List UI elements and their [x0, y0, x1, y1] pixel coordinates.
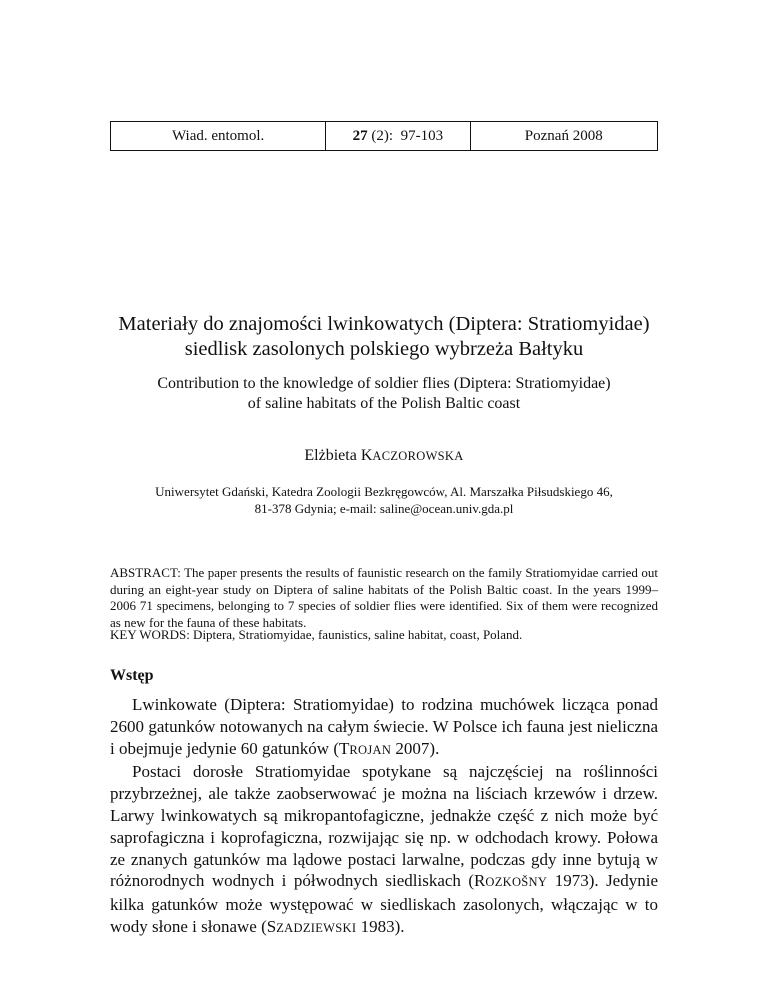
p1-text-a: Lwinkowate (Diptera: Stratiomyidae) to rodzina muchówek licząca ponad 2600 gatunków notowanych na całym świecie. W Polsce ich fauna jest nieliczna i obejmuje jedynie 60 gatunków (: [110, 695, 658, 758]
article-title: [80, 312, 688, 362]
journal-name: Wiad. entomol.: [111, 122, 326, 151]
article-subtitle: [80, 374, 688, 414]
p1-text-b: 2007).: [391, 738, 440, 758]
body-text: [110, 694, 658, 940]
p2-citation2-rest: ZADZIEWSKI: [276, 920, 357, 935]
p2-text-c: 1983).: [356, 916, 405, 936]
author: [80, 447, 688, 465]
volume-issue-pages: [326, 122, 470, 151]
title-line-2: siedlisk zasolonych polskiego wybrzeża Bałtyku: [184, 338, 584, 360]
affiliation-line-1: Uniwersytet Gdański, Katedra Zoologii Bezkręgowców, Al. Marszałka Piłsudskiego 46,: [155, 484, 613, 499]
body-paragraph-1: [110, 694, 658, 761]
abstract: ABSTRACT: The paper presents the results of faunistic research on the family Stratiomyidae carried out during an eight-year study on Diptera of saline habitats of the Polish Baltic coast. In the years 1999–2006 71 specimens, belonging to 7 species of soldier flies were identified. Six of them were recognized as new for the fauna of these habitats.: [110, 565, 658, 630]
section-heading-intro: Wstęp: [110, 667, 154, 684]
p2-citation1-rest: OZKOŠNY: [485, 875, 548, 890]
title-line-1: Materiały do znajomości lwinkowatych (Diptera: Stratiomyidae): [118, 313, 650, 335]
p2-citation2-initial: S: [266, 916, 277, 936]
subtitle-line-1: Contribution to the knowledge of soldier flies (Diptera: Stratiomyidae): [157, 375, 611, 392]
author-last-rest: ACZOROWSKA: [372, 449, 464, 463]
p2-text-b: 1973). Jedynie kilka gatunków może występować w siedliskach zasolonych, włączając w to wody słone i słonawe (: [110, 871, 658, 936]
volume-number: 27: [352, 127, 368, 144]
journal-header-table: [110, 121, 658, 151]
p1-citation-initial: T: [338, 738, 350, 758]
author-first-name: Elżbieta: [304, 447, 361, 464]
body-paragraph-2: [110, 761, 658, 939]
p2-citation1-initial: R: [474, 871, 486, 891]
issue-pages: (2): 97-103: [367, 127, 444, 144]
subtitle-line-2: of saline habitats of the Polish Baltic coast: [247, 395, 521, 412]
keywords: KEY WORDS: Diptera, Stratiomyidae, faunistics, saline habitat, coast, Poland.: [110, 627, 523, 642]
affiliation: [80, 483, 688, 517]
p2-text-a: Postaci dorosłe Stratiomyidae spotykane są najczęściej na roślinności przybrzeżnej, ale także zaobserwować je można na liściach krzewów i drzew. Larwy lwinkowatych są mikropantofagiczne, jednakże część z nich może być saprofagiczna i koprofagiczna, rozwijając się np. w odchodach krowy. Połowa ze znanych gatunków ma lądowe postaci larwalne, podczas gdy inne bytują w różnorodnych wodnych i półwodnych siedliskach (: [110, 762, 658, 891]
place-year: Poznań 2008: [470, 122, 657, 151]
affiliation-line-2: 81-378 Gdynia; e-mail: saline@ocean.univ.gda.pl: [254, 501, 514, 516]
author-last-initial: K: [360, 447, 373, 464]
p1-citation-rest: ROJAN: [349, 742, 392, 757]
